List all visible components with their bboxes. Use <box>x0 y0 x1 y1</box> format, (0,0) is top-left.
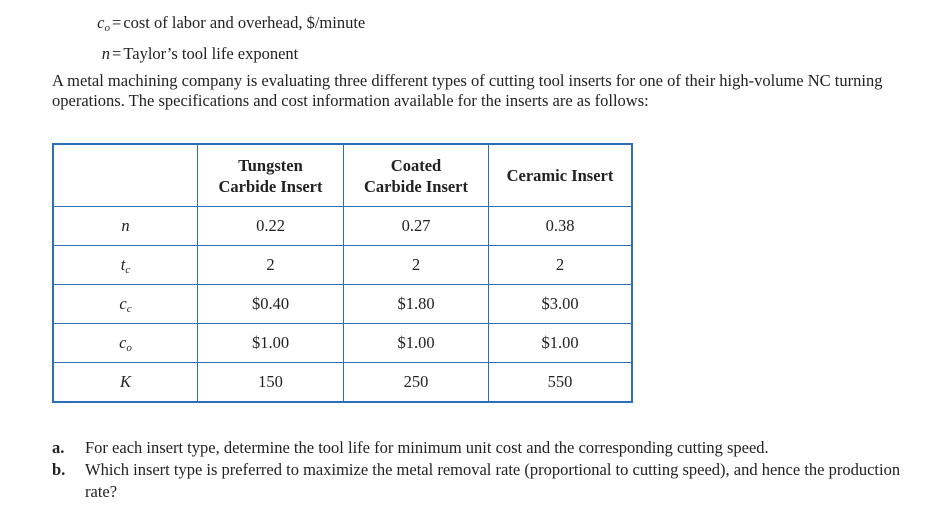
row-label: $t_c$ <box>53 246 198 285</box>
table-row <box>53 324 632 363</box>
header-blank <box>53 144 198 207</box>
table-row <box>53 363 632 403</box>
table-row <box>53 246 632 285</box>
question-letter: a. <box>52 438 65 457</box>
row-label: $c_c$ <box>53 285 198 324</box>
table-cell: 550 <box>489 363 633 403</box>
table-cell: 2 <box>344 246 489 285</box>
question-text: Which insert type is preferred to maximize the metal removal rate (proportional to cutting speed), and hence the production rate? <box>85 460 901 501</box>
intro-paragraph: A metal machining company is evaluating three different types of cutting tool inserts for one of their high-volume NC turning operations. The specifications and cost information available for the inserts are as follows: <box>52 71 883 110</box>
table-cell: $1.00 <box>489 324 633 363</box>
table-cell: $1.00 <box>198 324 344 363</box>
header-tungsten-carbide: Tungsten Carbide Insert <box>198 144 344 207</box>
question-a <box>52 437 922 459</box>
definition-symbol: $c_o$ <box>97 13 110 34</box>
row-label: n <box>53 207 198 246</box>
table-cell: $1.00 <box>344 324 489 363</box>
table-cell: $0.40 <box>198 285 344 324</box>
header-ceramic: Ceramic Insert <box>489 144 633 207</box>
table-cell: $3.00 <box>489 285 633 324</box>
table-cell: 2 <box>489 246 633 285</box>
header-coated-carbide: Coated Carbide Insert <box>344 144 489 207</box>
variable-definitions <box>92 10 365 72</box>
insert-spec-table <box>52 143 633 403</box>
definition-text: cost of labor and overhead, $/minute <box>123 13 366 32</box>
definition-text: Taylor’s tool life exponent <box>123 44 299 63</box>
definition-co: $c_o = \cos t$ of labor and overhead, $/minute <box>92 10 365 41</box>
table-row <box>53 285 632 324</box>
question-text: For each insert type, determine the tool life for minimum unit cost and the corresponding cutting speed. <box>85 438 769 457</box>
table-row <box>53 207 632 246</box>
table-cell: 0.38 <box>489 207 633 246</box>
table-cell: 150 <box>198 363 344 403</box>
table-cell: 0.27 <box>344 207 489 246</box>
question-b <box>52 459 922 503</box>
table-header-row <box>53 144 632 207</box>
row-label: K <box>53 363 198 403</box>
table-cell: 2 <box>198 246 344 285</box>
table-cell: 0.22 <box>198 207 344 246</box>
definition-n: n = Taylor’s tool life exponent <box>92 41 365 72</box>
questions-list <box>52 437 922 503</box>
table-cell: 250 <box>344 363 489 403</box>
definition-symbol: n <box>101 44 110 63</box>
table-cell: $1.80 <box>344 285 489 324</box>
row-label: $c_o$ <box>53 324 198 363</box>
question-letter: b. <box>52 460 66 479</box>
